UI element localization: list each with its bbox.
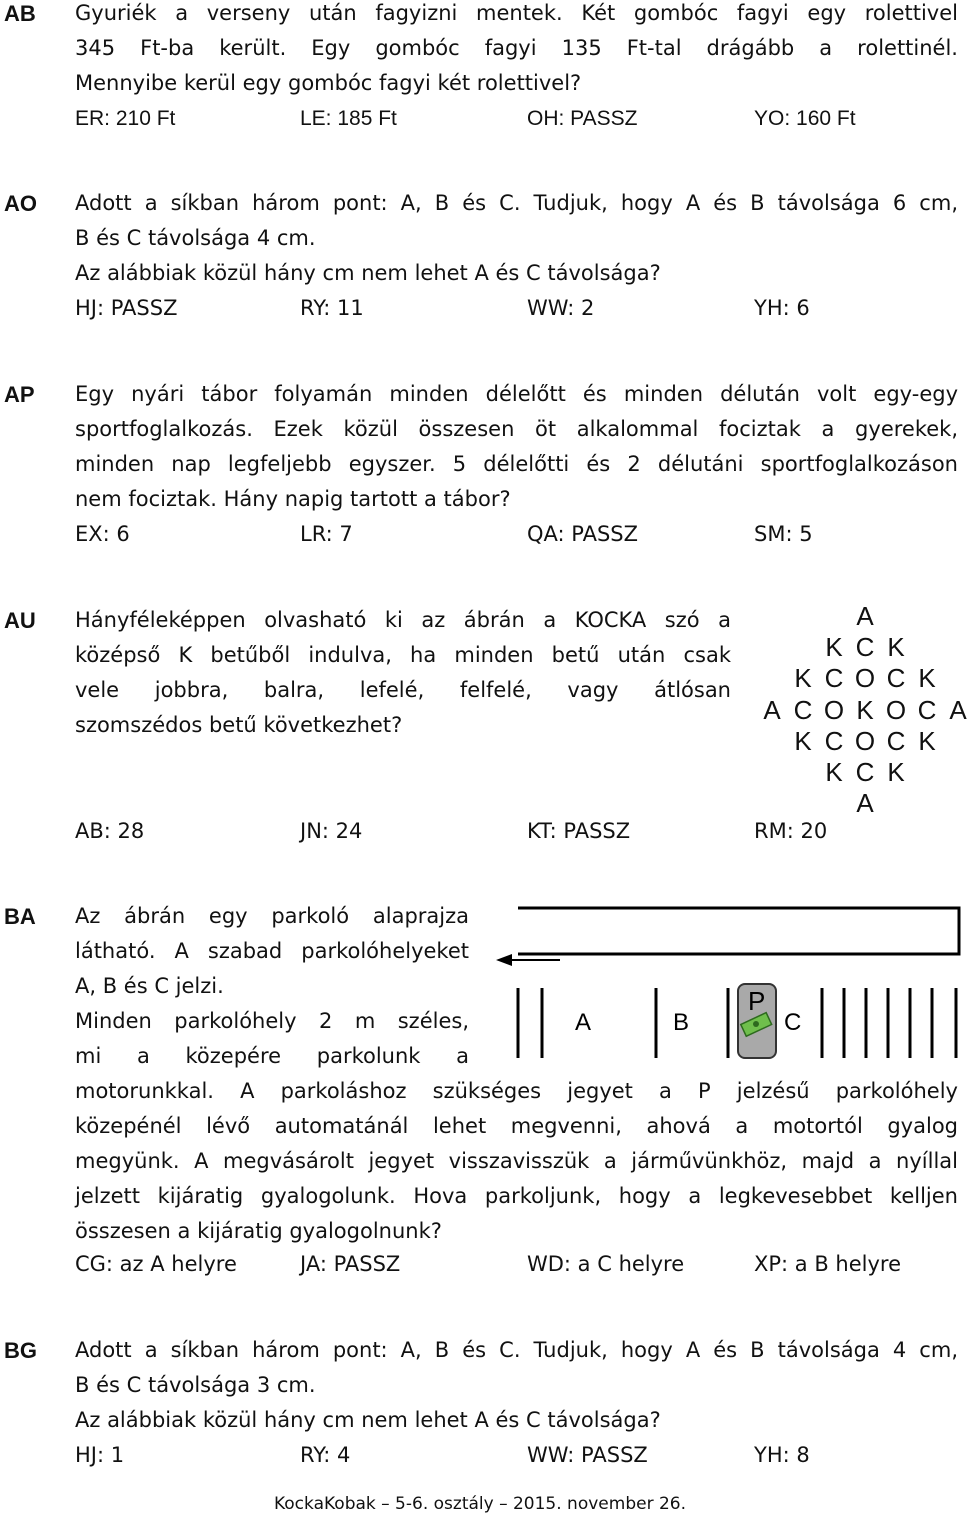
answer-option[interactable]: YH: 6 (754, 296, 810, 320)
exit-arrowhead-icon (496, 954, 512, 966)
grid-letter: K (918, 663, 936, 694)
problem-code: AB (4, 1, 36, 26)
parking-lot-diagram (490, 900, 960, 1070)
space-label-b: B (673, 1009, 690, 1036)
problem-code: AO (4, 191, 37, 216)
problem-text-line: közepénél lévő automatánál lehet megvenni, ahová a motortól gyalog (75, 1114, 958, 1138)
problem-text-line: Adott a síkban három pont: A, B és C. Tudjuk, hogy A és B távolsága 6 cm, (75, 191, 958, 215)
problem-text-line: A, B és C jelzi. (75, 974, 224, 998)
answer-option[interactable]: JN: 24 (300, 819, 363, 843)
grid-letter: A (763, 694, 781, 725)
answer-option[interactable]: HJ: 1 (75, 1443, 125, 1467)
grid-letter: K (887, 632, 905, 663)
grid-letter: A (949, 694, 967, 725)
grid-letter: K (887, 757, 905, 787)
grid-letter: A (856, 601, 874, 631)
space-label-c: C (784, 1009, 802, 1036)
answer-option[interactable]: WW: PASSZ (527, 1443, 648, 1467)
problem-code: BG (4, 1338, 37, 1363)
answer-option[interactable]: WW: 2 (527, 296, 595, 320)
answer-option[interactable]: JA: PASSZ (300, 1252, 401, 1276)
grid-letter: O (885, 694, 907, 725)
answer-option[interactable]: ER: 210 Ft (75, 107, 176, 130)
problem-text-line: jelzett kijáratig gyalogolunk. Hova parkoljunk, hogy a legkevesebbet kelljen (75, 1184, 958, 1208)
problem-code: BA (4, 904, 36, 929)
problem-text-line: Az alábbiak közül hány cm nem lehet A és C távolsága? (75, 261, 661, 285)
grid-letter: C (917, 694, 937, 725)
problem-text-line: szomszédos betű következhet? (75, 713, 403, 737)
problem-text-line: 345 Ft-ba került. Egy gombóc fagyi 135 Ft-tal drágább a rolettinél. (75, 36, 958, 60)
grid-letter: K (794, 725, 812, 756)
problem-text-line: Adott a síkban három pont: A, B és C. Tudjuk, hogy A és B távolsága 4 cm, (75, 1338, 958, 1362)
grid-letter: C (855, 632, 875, 663)
answer-option[interactable]: OH: PASSZ (527, 107, 638, 130)
grid-letter: O (854, 725, 876, 756)
problem-text-line: minden nap legfeljebb egyszer. 5 délelőtti és 2 délutáni sportfoglalkozáson (75, 452, 958, 476)
page-footer: KockaKobak – 5-6. osztály – 2015. november 26. (273, 1494, 686, 1514)
grid-letter: C (886, 725, 906, 756)
answer-option[interactable]: SM: 5 (754, 522, 813, 546)
grid-letter: K (918, 725, 936, 756)
problem-text-line: Egy nyári tábor folyamán minden délelőtt és minden délután volt egy-egy (75, 382, 958, 406)
grid-letter: O (854, 663, 876, 694)
problem-text-line: vele jobbra, balra, lefelé, felfelé, vagy átlósan (75, 678, 731, 702)
problem-text-line: mi a közepére parkolunk a (75, 1044, 469, 1068)
grid-letter: C (886, 663, 906, 694)
answer-option[interactable]: XP: a B helyre (754, 1252, 902, 1276)
problem-text-line: Az alábbiak közül hány cm nem lehet A és C távolsága? (75, 1408, 661, 1432)
grid-letter: A (856, 788, 874, 819)
answer-option[interactable]: RM: 20 (754, 819, 828, 843)
answer-option[interactable]: HJ: PASSZ (75, 296, 178, 320)
problem-text-line: motorunkkal. A parkoláshoz szükséges jegyet a P jelzésű parkolóhely (75, 1079, 958, 1103)
problem-text-line: Hányféleképpen olvasható ki az ábrán a KOCKA szó a (75, 608, 731, 632)
grid-letter: K (825, 632, 843, 663)
grid-letter: K (856, 694, 874, 725)
problem-text-line: Gyuriék a verseny után fagyizni mentek. Két gombóc fagyi egy rolettivel (75, 1, 958, 25)
grid-letter: C (824, 725, 844, 756)
answer-option[interactable]: RY: 11 (300, 296, 364, 320)
problem-text-line: összesen a kijáratig gyalogolnunk? (75, 1219, 442, 1243)
grid-letter: C (793, 694, 813, 725)
grid-letter: C (855, 757, 875, 787)
answer-option[interactable]: CG: az A helyre (75, 1252, 237, 1276)
problem-text-line: Mennyibe kerül egy gombóc fagyi két rolettivel? (75, 71, 582, 95)
answer-option[interactable]: KT: PASSZ (527, 819, 631, 843)
problem-code: AP (4, 382, 35, 407)
problem-text-line: középső K betűből indulva, ha minden betű után csak (75, 643, 731, 667)
problem-text-line: Az ábrán egy parkoló alaprajza (75, 904, 469, 928)
answer-option[interactable]: YO: 160 Ft (754, 107, 856, 130)
problem-text-line: sportfoglalkozás. Ezek közül összesen öt alkalommal fociztak a gyerekek, (75, 417, 958, 441)
answer-option[interactable]: EX: 6 (75, 522, 130, 546)
answer-option[interactable]: LE: 185 Ft (300, 107, 397, 130)
problem-text-line: látható. A szabad parkolóhelyeket (75, 939, 469, 963)
space-label-a: A (575, 1009, 592, 1036)
grid-letter: C (824, 663, 844, 694)
answer-option[interactable]: LR: 7 (300, 522, 353, 546)
problem-text-line: megyünk. A megvásárolt jegyet visszavisszük a járművünkhöz, majd a nyíllal (75, 1149, 958, 1173)
grid-letter: O (823, 694, 845, 725)
answer-option[interactable]: QA: PASSZ (527, 522, 639, 546)
answer-option[interactable]: YH: 8 (754, 1443, 810, 1467)
problem-text-line: nem fociztak. Hány napig tartott a tábor? (75, 487, 511, 511)
problem-text-line: Minden parkolóhely 2 m széles, (75, 1009, 469, 1033)
problem-code: AU (4, 608, 36, 633)
problem-text-line: B és C távolsága 4 cm. (75, 226, 316, 250)
answer-option[interactable]: RY: 4 (300, 1443, 351, 1467)
problem-text-line: B és C távolsága 3 cm. (75, 1373, 316, 1397)
space-label-p: P (748, 986, 766, 1016)
parking-outline (518, 908, 959, 954)
answer-option[interactable]: WD: a C helyre (527, 1252, 685, 1276)
grid-letter: K (794, 663, 812, 694)
grid-letter: K (825, 757, 843, 787)
answer-option[interactable]: AB: 28 (75, 819, 145, 843)
